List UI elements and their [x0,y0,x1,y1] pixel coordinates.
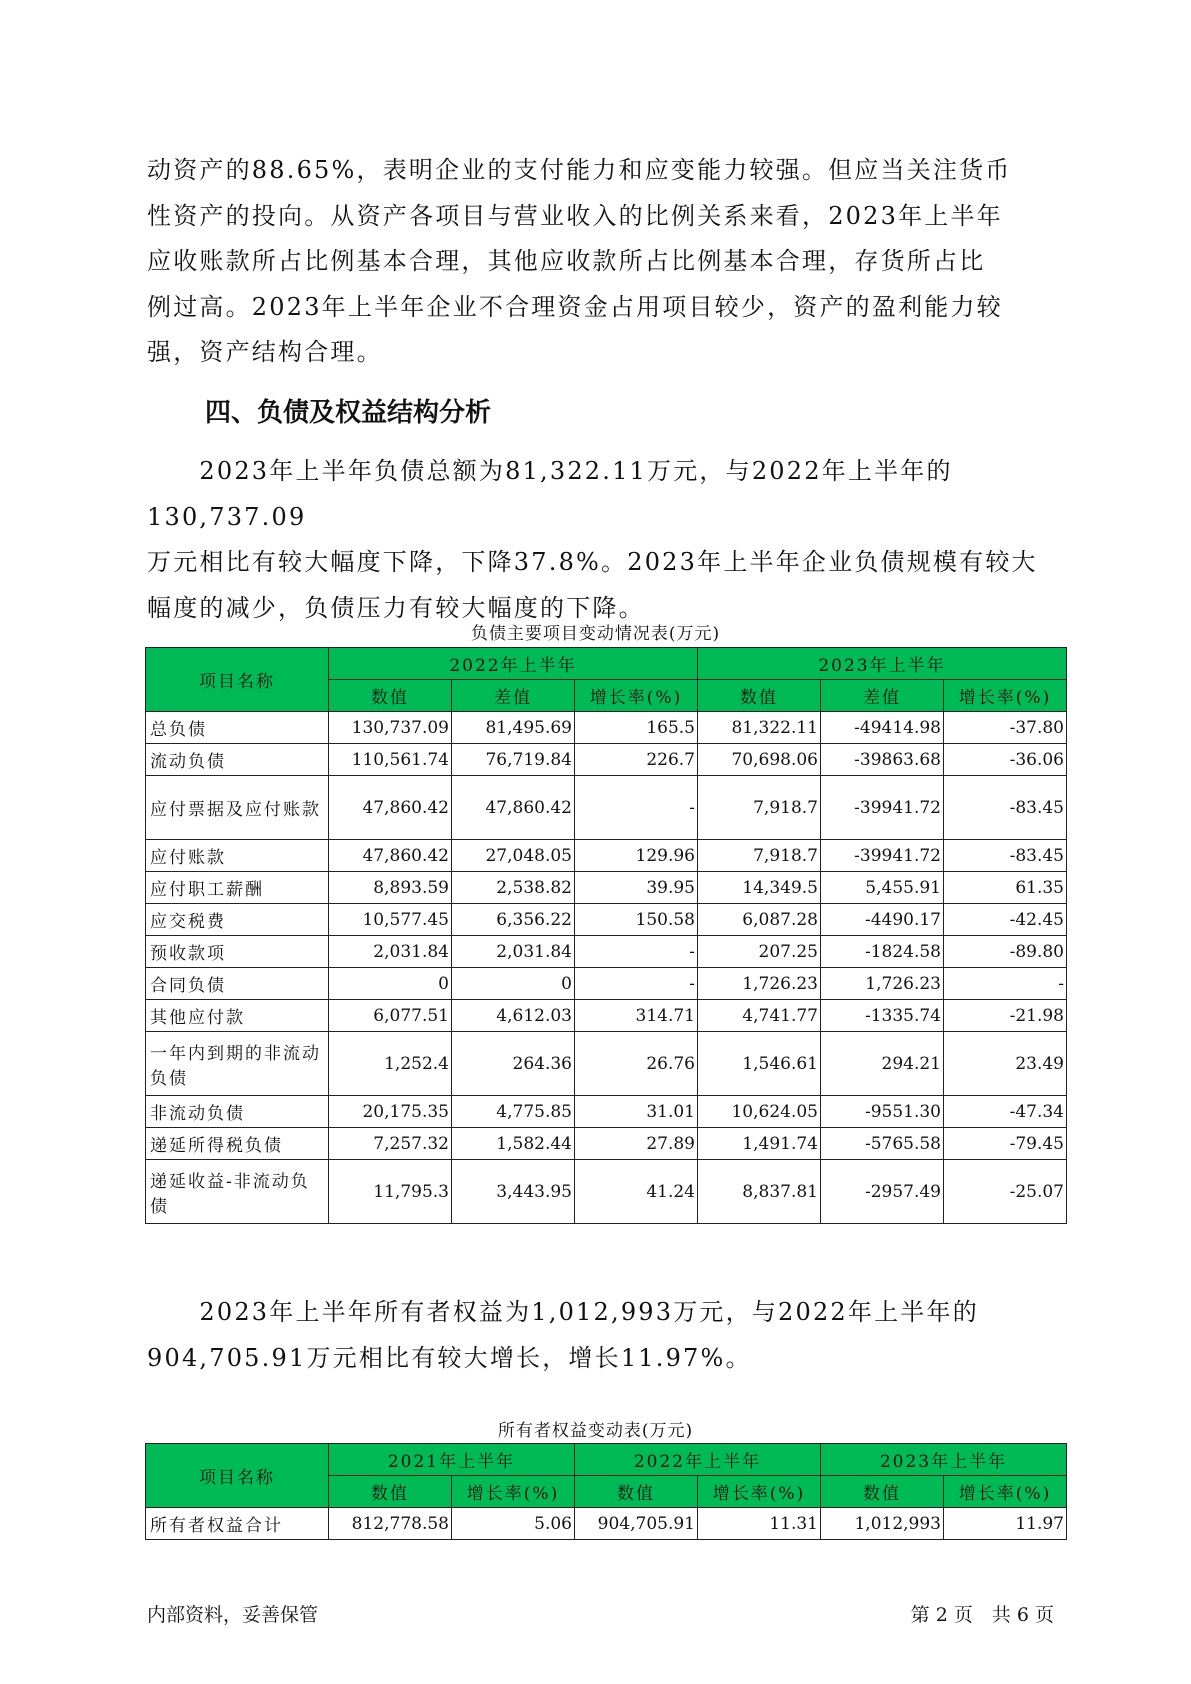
column-header: 增长率(%) [452,1476,575,1508]
table-cell: 7,257.32 [329,1128,452,1160]
table-cell: 1,726.23 [698,968,821,1000]
table-cell: 81,495.69 [452,712,575,744]
table-row [146,1160,1067,1224]
table-cell: - [575,968,698,1000]
table-cell: - [944,968,1067,1000]
table-cell: -5765.58 [821,1128,944,1160]
row-label: 总负债 [146,712,329,744]
table-cell: 26.76 [575,1032,698,1096]
table-cell: 7,918.7 [698,776,821,840]
text-line: 904,705.91万元相比有较大增长，增长11.97%。 [147,1343,752,1372]
item-name-header: 项目名称 [146,648,329,712]
table-row [146,968,1067,1000]
paragraph-equity-summary [147,1290,1047,1381]
table-cell: 2,031.84 [452,936,575,968]
table-cell: 129.96 [575,840,698,872]
table-cell: 31.01 [575,1096,698,1128]
text-line: 万元相比有较大幅度下降，下降37.8%。2023年上半年企业负债规模有较大 [147,548,1038,576]
row-label: 预收款项 [146,936,329,968]
group-header: 2023年上半年 [698,648,1067,680]
table-cell: 1,582.44 [452,1128,575,1160]
table-cell: 904,705.91 [575,1508,698,1540]
table-cell: 207.25 [698,936,821,968]
text-line: 幅度的减少，负债压力有较大幅度的下降。 [147,593,645,622]
table-cell: 47,860.42 [329,776,452,840]
table-row [146,1000,1067,1032]
table-cell: 8,893.59 [329,872,452,904]
table-cell: 27,048.05 [452,840,575,872]
text-line: 2023年上半年所有者权益为1,012,993万元，与2022年上半年的 [147,1298,979,1326]
group-header: 2023年上半年 [821,1444,1067,1476]
table2-caption: 所有者权益变动表(万元) [497,1421,694,1441]
row-label: 流动负债 [146,744,329,776]
table-cell: 226.7 [575,744,698,776]
table-cell: 2,538.82 [452,872,575,904]
table-cell: 70,698.06 [698,744,821,776]
table-cell: 294.21 [821,1032,944,1096]
table-cell: -37.80 [944,712,1067,744]
table-cell: 47,860.42 [329,840,452,872]
table-cell: -1824.58 [821,936,944,968]
text-line: 性资产的投向。从资产各项目与营业收入的比例关系来看，2023年上半年 [147,201,1003,230]
table-cell: 165.5 [575,712,698,744]
table-cell: -49414.98 [821,712,944,744]
table-row [146,776,1067,840]
paragraph-liability-summary [147,449,1047,631]
table-cell: -47.34 [944,1096,1067,1128]
row-label: 递延所得税负债 [146,1128,329,1160]
table-cell: 11.31 [698,1508,821,1540]
table-cell: -39941.72 [821,776,944,840]
table-cell: -79.45 [944,1128,1067,1160]
table-cell: 39.95 [575,872,698,904]
table-row [146,840,1067,872]
table-cell: 41.24 [575,1160,698,1224]
table-cell: 11,795.3 [329,1160,452,1224]
paragraph-asset-summary [147,148,1047,376]
table-cell: 130,737.09 [329,712,452,744]
text-line: 2023年上半年负债总额为81,322.11万元，与2022年上半年的130,737.09 [147,457,953,531]
column-header: 增长率(%) [944,680,1067,712]
table-cell: 150.58 [575,904,698,936]
table-cell: 4,612.03 [452,1000,575,1032]
table-cell: 10,624.05 [698,1096,821,1128]
table-row [146,904,1067,936]
column-header: 数值 [329,680,452,712]
table-cell: 4,775.85 [452,1096,575,1128]
table-cell: 5.06 [452,1508,575,1540]
liability-table [145,647,1067,1224]
table-cell: -4490.17 [821,904,944,936]
table-cell: 81,322.11 [698,712,821,744]
table-cell: 23.49 [944,1032,1067,1096]
table-cell: -39863.68 [821,744,944,776]
column-header: 数值 [575,1476,698,1508]
column-header: 增长率(%) [944,1476,1067,1508]
table-cell: -2957.49 [821,1160,944,1224]
table-cell: -42.45 [944,904,1067,936]
footer-confidential: 内部资料，妥善保管 [147,1604,319,1626]
column-header: 数值 [698,680,821,712]
table-cell: 6,077.51 [329,1000,452,1032]
table-cell: 264.36 [452,1032,575,1096]
table-row [146,1096,1067,1128]
table-cell: 10,577.45 [329,904,452,936]
text-line: 应收账款所占比例基本合理，其他应收款所占比例基本合理，存货所占比 [147,247,986,275]
table-cell: -9551.30 [821,1096,944,1128]
table-cell: -83.45 [944,776,1067,840]
row-label: 应付票据及应付账款 [146,776,329,840]
table-cell: 812,778.58 [329,1508,452,1540]
row-label: 非流动负债 [146,1096,329,1128]
table-cell: 1,252.4 [329,1032,452,1096]
table-cell: 76,719.84 [452,744,575,776]
item-name-header: 项目名称 [146,1444,329,1508]
table-cell: 1,012,993 [821,1508,944,1540]
table-row [146,744,1067,776]
column-header: 数值 [821,1476,944,1508]
text-line: 例过高。2023年上半年企业不合理资金占用项目较少，资产的盈利能力较 [147,292,1003,321]
table-cell: -25.07 [944,1160,1067,1224]
table-cell: 11.97 [944,1508,1067,1540]
table-cell: 1,491.74 [698,1128,821,1160]
group-header: 2022年上半年 [329,648,698,680]
table-cell: -21.98 [944,1000,1067,1032]
table-cell: 6,087.28 [698,904,821,936]
row-label: 其他应付款 [146,1000,329,1032]
table-cell: -89.80 [944,936,1067,968]
row-label: 应付职工薪酬 [146,872,329,904]
table-cell: 7,918.7 [698,840,821,872]
table-cell: -1335.74 [821,1000,944,1032]
table-cell: - [575,776,698,840]
table-cell: 1,546.61 [698,1032,821,1096]
table-cell: 14,349.5 [698,872,821,904]
table-row [146,1508,1067,1540]
section-heading: 四、负债及权益结构分析 [205,398,492,428]
table-cell: - [575,936,698,968]
table-cell: 6,356.22 [452,904,575,936]
table-cell: 314.71 [575,1000,698,1032]
group-header: 2021年上半年 [329,1444,575,1476]
table-cell: 0 [452,968,575,1000]
table-row [146,712,1067,744]
row-label: 一年内到期的非流动负债 [146,1032,329,1096]
table-cell: 110,561.74 [329,744,452,776]
footer-page-number: 第 2 页 共 6 页 [910,1604,1054,1626]
row-label: 应交税费 [146,904,329,936]
table-cell: 3,443.95 [452,1160,575,1224]
row-label: 所有者权益合计 [146,1508,329,1540]
table-cell: -39941.72 [821,840,944,872]
table-row [146,936,1067,968]
column-header: 增长率(%) [575,680,698,712]
column-header: 差值 [452,680,575,712]
table-cell: 20,175.35 [329,1096,452,1128]
table-cell: -83.45 [944,840,1067,872]
text-line: 强，资产结构合理。 [147,338,383,366]
group-header: 2022年上半年 [575,1444,821,1476]
column-header: 数值 [329,1476,452,1508]
table-cell: -36.06 [944,744,1067,776]
table-row [146,872,1067,904]
table-cell: 5,455.91 [821,872,944,904]
column-header: 增长率(%) [698,1476,821,1508]
equity-table [145,1443,1067,1540]
column-header: 差值 [821,680,944,712]
table-row [146,1032,1067,1096]
table-row [146,1128,1067,1160]
table-cell: 27.89 [575,1128,698,1160]
table-cell: 8,837.81 [698,1160,821,1224]
table-cell: 0 [329,968,452,1000]
text-line: 动资产的88.65%，表明企业的支付能力和应变能力较强。但应当关注货币 [147,156,1012,184]
table-cell: 61.35 [944,872,1067,904]
table1-caption: 负债主要项目变动情况表(万元) [470,624,721,644]
row-label: 递延收益-非流动负债 [146,1160,329,1224]
table-cell: 47,860.42 [452,776,575,840]
row-label: 合同负债 [146,968,329,1000]
table-cell: 4,741.77 [698,1000,821,1032]
table-cell: 2,031.84 [329,936,452,968]
table-cell: 1,726.23 [821,968,944,1000]
row-label: 应付账款 [146,840,329,872]
